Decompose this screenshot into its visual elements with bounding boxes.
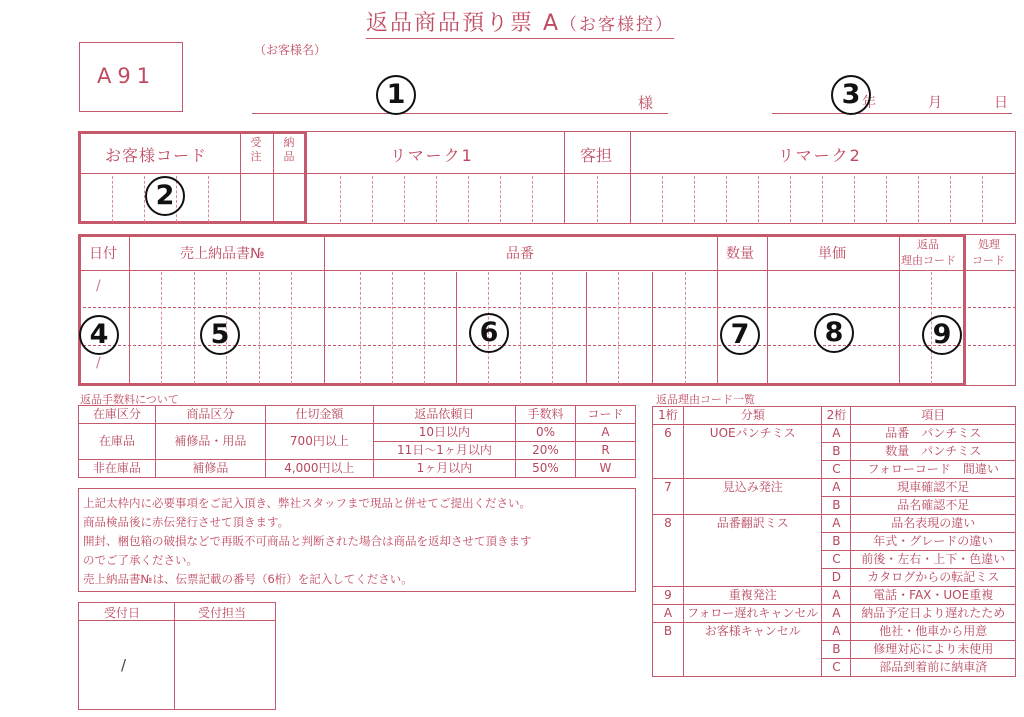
reason-cell: B [822, 533, 851, 551]
fee-cell: 20% [515, 442, 575, 460]
reason-cell: 他社・他車から用意 [851, 623, 1016, 641]
dashed-cell-divider [161, 272, 162, 384]
reason-cell: D [822, 569, 851, 587]
title-main: 返品商品預り票 A [366, 11, 561, 36]
fee-section-title: 返品手数料について [80, 393, 179, 406]
date-slash: / [96, 278, 101, 294]
note-line: 売上納品書№は、伝票記載の番号（6桁）を記入してください。 [83, 572, 413, 586]
dashed-cell-divider [392, 272, 393, 384]
reason-cell: B [653, 623, 684, 677]
dashed-cell-divider [291, 272, 292, 384]
fee-row [79, 460, 636, 478]
dashed-cell-divider [424, 272, 425, 384]
reason-header-row [653, 407, 1016, 425]
dashed-cell-divider [468, 176, 469, 222]
reason-cell: 数量 パンチミス [851, 443, 1016, 461]
divider [273, 131, 274, 224]
dashed-cell-divider [208, 176, 209, 222]
fee-cell: 700円以上 [265, 424, 373, 460]
fee-header-cell: 在庫区分 [79, 406, 156, 424]
reason-cell: A [822, 605, 851, 623]
divider [129, 234, 130, 386]
marker-2-text: 2 [145, 176, 185, 216]
marker-5 [198, 312, 242, 356]
reason-cell: B [822, 497, 851, 515]
marker-7-text: 7 [720, 315, 760, 355]
header-remark2: リマーク2 [778, 146, 862, 165]
fee-cell: 50% [515, 460, 575, 478]
dashed-cell-divider [822, 176, 823, 222]
fee-cell: 1ヶ月以内 [373, 460, 515, 478]
dashed-cell-divider [500, 176, 501, 222]
fee-cell: 非在庫品 [79, 460, 156, 478]
reason-row [653, 587, 1016, 605]
dashed-cell-divider [758, 176, 759, 222]
fee-header-cell: コード [575, 406, 635, 424]
marker-3 [829, 72, 873, 116]
marker-1-text: 1 [376, 75, 416, 115]
divider [717, 234, 718, 386]
reason-cell: A [822, 623, 851, 641]
dashed-cell-divider [685, 272, 686, 384]
reason-header-cell: 項目 [851, 407, 1016, 425]
date-slash: / [96, 355, 101, 371]
fee-table [78, 405, 636, 478]
header-customer-code: お客様コード [105, 146, 208, 165]
marker-7 [718, 312, 762, 356]
fee-cell: 在庫品 [79, 424, 156, 460]
reason-cell: 電話・FAX・UOE重複 [851, 587, 1016, 605]
grid-line [78, 307, 1016, 308]
header-reason-l2: 理由コード [901, 254, 956, 267]
reason-cell: C [822, 461, 851, 479]
dashed-cell-divider [194, 272, 195, 384]
header-sales-slip: 売上納品書№ [180, 246, 265, 262]
marker-2 [143, 173, 187, 217]
dashed-cell-divider [372, 176, 373, 222]
note-line: のでご了承ください。 [83, 553, 198, 567]
date-year: 年 [862, 95, 876, 111]
header-grid-midline [78, 173, 1016, 174]
header-order: 受注 [250, 136, 262, 163]
reason-cell: 部品到着前に納車済 [851, 659, 1016, 677]
dashed-cell-divider [436, 176, 437, 222]
reason-row [653, 605, 1016, 623]
divider [652, 272, 653, 384]
marker-1 [374, 72, 418, 116]
code-box-value: A91 [97, 64, 157, 88]
receipt-date-field[interactable] [80, 622, 172, 708]
reason-cell: A [822, 587, 851, 605]
dashed-cell-divider [597, 176, 598, 222]
divider [899, 234, 900, 386]
fee-cell: 4,000円以上 [265, 460, 373, 478]
reason-section-title: 返品理由コード一覧 [656, 393, 755, 406]
customer-name-line[interactable] [252, 113, 668, 114]
dashed-cell-divider [982, 176, 983, 222]
reason-row [653, 515, 1016, 533]
dashed-cell-divider [854, 176, 855, 222]
fee-row [79, 424, 636, 442]
divider [767, 234, 768, 386]
dashed-cell-divider [950, 176, 951, 222]
reason-cell: B [822, 443, 851, 461]
reason-row [653, 425, 1016, 443]
header-qty: 数量 [726, 246, 754, 262]
marker-5-text: 5 [200, 315, 240, 355]
honorific: 様 [638, 94, 654, 112]
reason-cell: 品番翻訳ミス [684, 515, 822, 587]
header-process-l2: コード [972, 254, 1005, 267]
dashed-cell-divider [618, 272, 619, 384]
reason-row [653, 479, 1016, 497]
reason-header-cell: 分類 [684, 407, 822, 425]
dashed-cell-divider [520, 272, 521, 384]
marker-8 [812, 310, 856, 354]
reason-cell: C [822, 551, 851, 569]
marker-4-text: 4 [79, 315, 119, 355]
dashed-cell-divider [552, 272, 553, 384]
header-delivery: 納品 [283, 136, 295, 163]
reason-cell: フォローコード 間違い [851, 461, 1016, 479]
fee-header-cell: 商品区分 [155, 406, 265, 424]
marker-9 [920, 312, 964, 356]
fee-cell: A [575, 424, 635, 442]
fee-cell: 10日以内 [373, 424, 515, 442]
dashed-cell-divider [662, 176, 663, 222]
header-part-no: 品番 [506, 246, 534, 262]
divider [324, 234, 325, 386]
reason-cell: 納品予定日より遅れたため [851, 605, 1016, 623]
header-remark1: リマーク1 [390, 146, 474, 165]
receipt-staff-label: 受付担当 [198, 606, 247, 620]
reason-table [652, 406, 1016, 677]
reason-cell: フォロー遅れキャンセル [684, 605, 822, 623]
dashed-cell-divider [340, 176, 341, 222]
form-title [366, 6, 674, 39]
reason-cell: A [822, 425, 851, 443]
reason-cell: 見込み発注 [684, 479, 822, 515]
note-line: 上記太枠内に必要事項をご記入頂き、弊社スタッフまで現品と併せてご提出ください。 [83, 496, 532, 510]
marker-3-text: 3 [831, 75, 871, 115]
reason-cell: 修理対応により未使用 [851, 641, 1016, 659]
divider [630, 131, 631, 224]
dashed-cell-divider [259, 272, 260, 384]
dashed-cell-divider [886, 176, 887, 222]
dashed-cell-divider [918, 176, 919, 222]
reason-cell: カタログからの転記ミス [851, 569, 1016, 587]
date-day: 日 [994, 95, 1008, 111]
reason-cell: 品名確認不足 [851, 497, 1016, 515]
note-line: 商品検品後に赤伝発行させて頂きます。 [83, 515, 290, 529]
fee-header-row [79, 406, 636, 424]
receipt-date-label: 受付日 [104, 606, 141, 620]
reason-cell: 品名表現の違い [851, 515, 1016, 533]
fee-cell: R [575, 442, 635, 460]
header-customer-burden: 客担 [580, 146, 613, 165]
divider [586, 272, 587, 384]
dashed-cell-divider [360, 272, 361, 384]
reason-cell: 6 [653, 425, 684, 479]
fee-cell: 11日～1ヶ月以内 [373, 442, 515, 460]
marker-4 [77, 312, 121, 356]
fee-cell: 補修品・用品 [155, 424, 265, 460]
date-line[interactable] [772, 113, 1012, 114]
reason-cell: 8 [653, 515, 684, 587]
reason-cell: お客様キャンセル [684, 623, 822, 677]
dashed-cell-divider [726, 176, 727, 222]
divider [174, 602, 175, 710]
reason-cell: A [653, 605, 684, 623]
reason-cell: 7 [653, 479, 684, 515]
reason-header-cell: 1桁 [653, 407, 684, 425]
fee-cell: 0% [515, 424, 575, 442]
dashed-cell-divider [790, 176, 791, 222]
reason-cell: 現車確認不足 [851, 479, 1016, 497]
reason-cell: 品番 パンチミス [851, 425, 1016, 443]
dashed-cell-divider [694, 176, 695, 222]
header-reason-l1: 返品 [917, 238, 939, 251]
header-date: 日付 [89, 246, 117, 262]
reason-cell: C [822, 659, 851, 677]
reason-header-cell: 2桁 [822, 407, 851, 425]
receipt-date-slash: / [121, 656, 127, 674]
marker-9-text: 9 [922, 315, 962, 355]
notes-text [83, 494, 532, 589]
receipt-staff-field[interactable] [176, 622, 274, 708]
reason-row [653, 623, 1016, 641]
divider [240, 131, 241, 224]
reason-cell: 9 [653, 587, 684, 605]
dashed-cell-divider [404, 176, 405, 222]
reason-cell: A [822, 515, 851, 533]
fee-header-cell: 仕切金額 [265, 406, 373, 424]
header-process-l1: 処理 [978, 238, 1000, 251]
fee-cell: W [575, 460, 635, 478]
reason-cell: B [822, 641, 851, 659]
dashed-cell-divider [112, 176, 113, 222]
marker-8-text: 8 [814, 313, 854, 353]
marker-6 [467, 310, 511, 354]
fee-cell: 補修品 [155, 460, 265, 478]
reason-cell: 年式・グレードの違い [851, 533, 1016, 551]
title-sub: （お客様控） [560, 15, 675, 35]
date-month: 月 [928, 95, 942, 111]
header-unit-price: 単価 [818, 246, 846, 262]
divider [564, 131, 565, 224]
reason-cell: 重複発注 [684, 587, 822, 605]
fee-header-cell: 返品依頼日 [373, 406, 515, 424]
divider [456, 272, 457, 384]
dashed-cell-divider [532, 176, 533, 222]
customer-name-label: （お客様名） [254, 43, 327, 57]
fee-header-cell: 手数料 [515, 406, 575, 424]
grid-line [78, 270, 1016, 271]
reason-cell: UOEパンチミス [684, 425, 822, 479]
marker-6-text: 6 [469, 313, 509, 353]
note-line: 開封、梱包箱の破損などで再販不可商品と判断された場合は商品を返却させて頂きます [83, 534, 532, 548]
reason-cell: A [822, 479, 851, 497]
reason-cell: 前後・左右・上下・色違い [851, 551, 1016, 569]
